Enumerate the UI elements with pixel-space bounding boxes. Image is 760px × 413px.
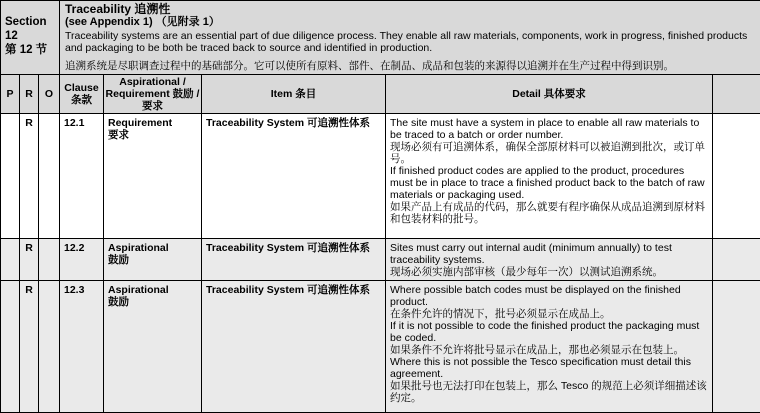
cell-clause: 12.2: [60, 239, 104, 281]
cell-item: Traceability System 可追溯性体系: [202, 239, 386, 281]
detail-line: The site must have a system in place to enable all raw materials to be traced to a batch or order number.: [390, 117, 708, 141]
section-label-cn: 第 12 节: [5, 43, 59, 57]
table-row: [1, 239, 760, 281]
type-en: Aspirational: [108, 242, 197, 254]
cell-r: R: [20, 114, 39, 239]
cell-r: R: [20, 239, 39, 281]
cell-o: [39, 281, 60, 413]
cell-detail: [386, 239, 713, 281]
col-header-p: P: [1, 75, 20, 114]
col-header-aspirational: Aspirational / Requirement 鼓励 / 要求: [104, 75, 202, 114]
cell-p: [1, 281, 20, 413]
section-subtitle: (see Appendix 1) （见附录 1）: [65, 16, 755, 29]
cell-extra: [713, 239, 760, 281]
cell-r: R: [20, 281, 39, 413]
cell-p: [1, 114, 20, 239]
cell-type: [104, 114, 202, 239]
type-en: Aspirational: [108, 284, 197, 296]
cell-extra: [713, 114, 760, 239]
detail-line: 如果条件不允许将批号显示在成品上，那也必须显示在包装上。: [390, 344, 708, 356]
cell-type: [104, 239, 202, 281]
detail-line: If finished product codes are applied to the product, procedures must be in place to trace a finished product back to the batch of raw materials or packaging used.: [390, 165, 708, 201]
table-row: [1, 114, 760, 239]
type-cn: 鼓励: [108, 254, 197, 266]
type-cn: 要求: [108, 129, 197, 141]
cell-o: [39, 239, 60, 281]
detail-line: 如果产品上有成品的代码，那么就要有程序确保从成品追溯到原材料和包装材料的批号。: [390, 201, 708, 225]
detail-line: Where this is not possible the Tesco specification must detail this agreement.: [390, 356, 708, 380]
cell-extra: [713, 281, 760, 413]
section-intro-cn: 追溯系统是尽职调查过程中的基础部分。它可以使所有原料、部件、在制品、成品和包装的来源得以追溯并在生产过程中得到识别。: [65, 60, 755, 72]
cell-p: [1, 239, 20, 281]
cell-clause: 12.3: [60, 281, 104, 413]
type-en: Requirement: [108, 117, 197, 129]
detail-line: 在条件允许的情况下，批号必须显示在成品上。: [390, 308, 708, 320]
detail-line: Where possible batch codes must be displayed on the finished product.: [390, 284, 708, 308]
type-cn: 鼓励: [108, 296, 197, 308]
cell-detail: [386, 114, 713, 239]
section-header-row: [1, 1, 760, 75]
section-label-en: Section 12: [5, 15, 59, 43]
detail-line: 现场必须有可追溯体系，确保全部原材料可以被追溯到批次，或订单号。: [390, 141, 708, 165]
column-header-row: [1, 75, 760, 114]
detail-line: 如果批号也无法打印在包装上，那么 Tesco 的规范上必须详细描述该约定。: [390, 380, 708, 404]
detail-line: Sites must carry out internal audit (minimum annually) to test traceability systems.: [390, 242, 708, 266]
col-header-extra: [713, 75, 760, 114]
col-header-o: O: [39, 75, 60, 114]
section-body-cell: [60, 1, 760, 75]
detail-line: If it is not possible to code the finished product the packaging must be coded.: [390, 320, 708, 344]
col-header-clause: Clause 条款: [60, 75, 104, 114]
col-header-item: Item 条目: [202, 75, 386, 114]
col-header-detail: Detail 具体要求: [386, 75, 713, 114]
detail-line: 现场必须实施内部审核（最少每年一次）以测试追溯系统。: [390, 266, 708, 278]
cell-item: Traceability System 可追溯性体系: [202, 114, 386, 239]
table-row: [1, 281, 760, 413]
cell-item: Traceability System 可追溯性体系: [202, 281, 386, 413]
section-intro-en: Traceability systems are an essential part of due diligence process. They enable all raw materials, components, work in progress, finished products and packaging to be both be traced back to source and identified in production.: [65, 30, 755, 54]
cell-detail: [386, 281, 713, 413]
section-title: Traceability 追溯性: [65, 2, 755, 16]
section-label-cell: [1, 1, 60, 75]
cell-clause: 12.1: [60, 114, 104, 239]
col-header-r: R: [20, 75, 39, 114]
cell-type: [104, 281, 202, 413]
cell-o: [39, 114, 60, 239]
